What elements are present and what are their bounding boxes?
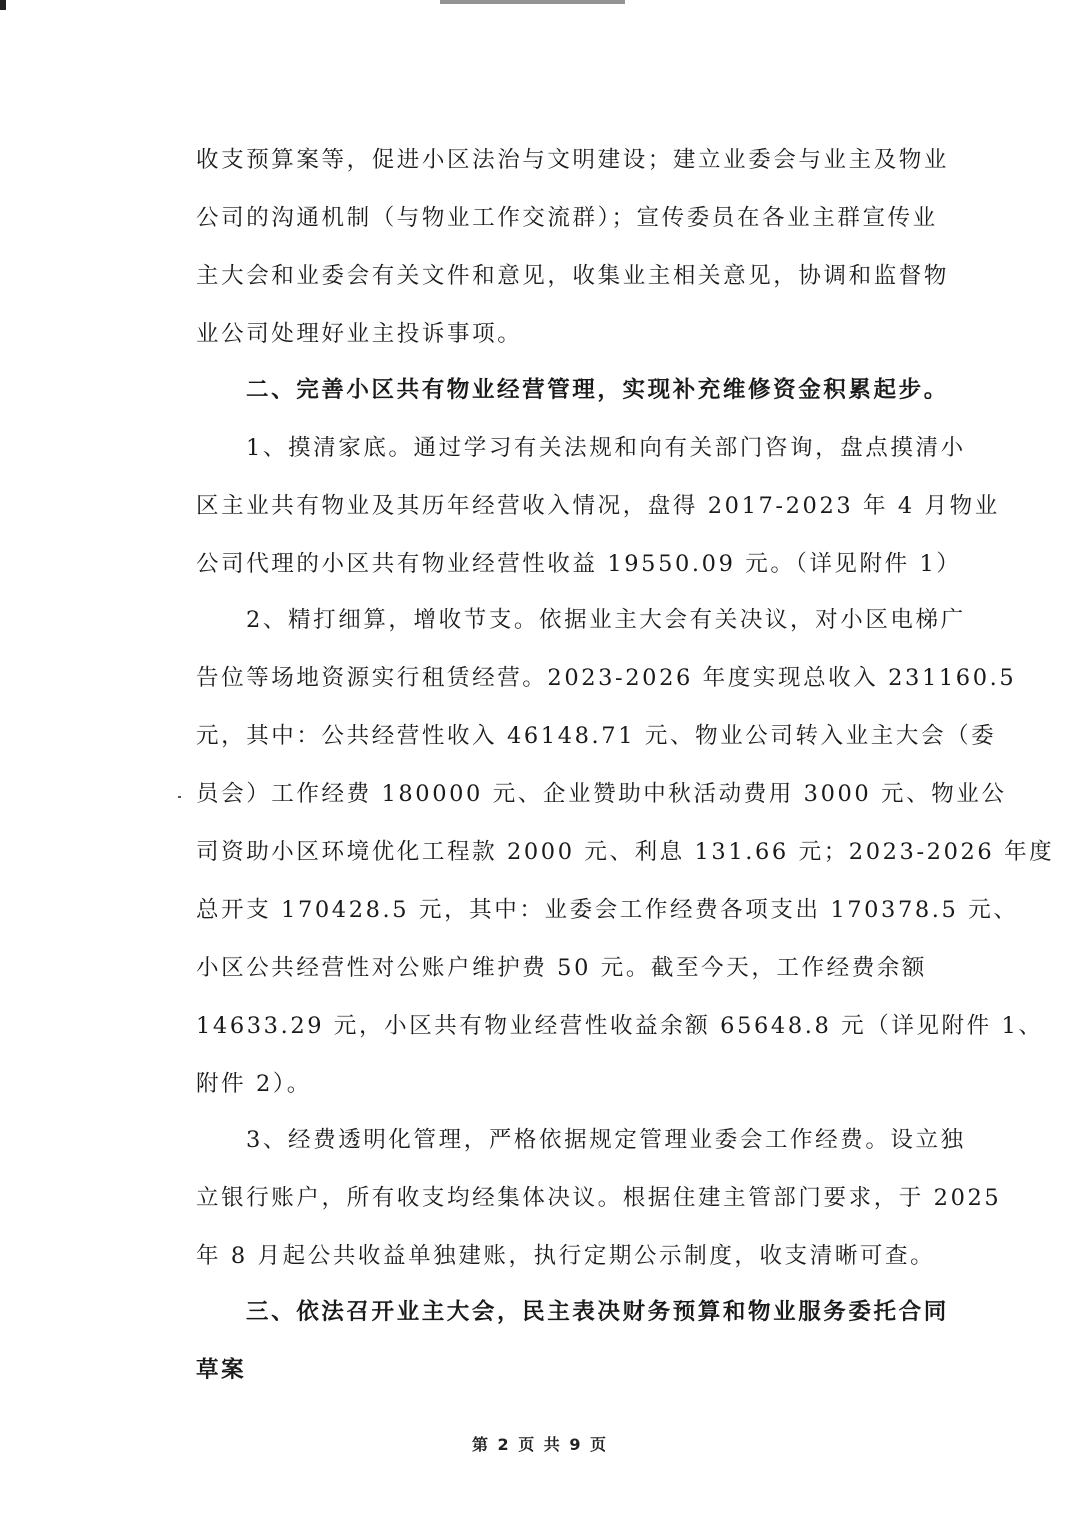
body-line: 2、精打细算，增收节支。依据业主大会有关决议，对小区电梯广 xyxy=(246,607,966,633)
body-line: 区主业共有物业及其历年经营收入情况，盘得 2017-2023 年 4 月物业 xyxy=(196,493,1000,519)
body-line: 小区公共经营性对公账户维护费 50 元。截至今天，工作经费余额 xyxy=(196,955,928,981)
body-line: 主大会和业委会有关文件和意见，收集业主相关意见，协调和监督物 xyxy=(196,263,950,289)
body-line: 元，其中：公共经营性收入 46148.71 元、物业公司转入业主大会（委 xyxy=(196,723,997,749)
body-line: 公司代理的小区共有物业经营性收益 19550.09 元。（详见附件 1） xyxy=(196,551,962,577)
body-line: 员会）工作经费 180000 元、企业赞助中秋活动费用 3000 元、物业公 xyxy=(196,781,1007,807)
body-line: 司资助小区环境优化工程款 2000 元、利息 131.66 元；2023-2026 年度 xyxy=(196,839,1055,865)
body-line: 总开支 170428.5 元，其中：业委会工作经费各项支出 170378.5 元、 xyxy=(196,897,1019,923)
page-number: 第 2 页 共 9 页 xyxy=(471,1435,609,1454)
scan-edge-mark-top xyxy=(440,0,625,4)
body-line: 业公司处理好业主投诉事项。 xyxy=(196,321,523,347)
document-body xyxy=(196,146,1055,1385)
body-line: 收支预算案等，促进小区法治与文明建设；建立业委会与业主及物业 xyxy=(196,147,950,173)
body-line: 公司的沟通机制（与物业工作交流群）；宣传委员在各业主群宣传业 xyxy=(196,205,938,231)
body-line: 1、摸清家底。通过学习有关法规和向有关部门咨询，盘点摸清小 xyxy=(246,435,966,461)
section-heading-2: 二、完善小区共有物业经营管理，实现补充维修资金积累起步。 xyxy=(246,377,949,403)
body-line: 14633.29 元，小区共有物业经营性收益余额 65648.8 元（详见附件 1、 xyxy=(196,1013,1044,1039)
body-line: 附件 2）。 xyxy=(196,1071,312,1097)
scan-edge-mark-left xyxy=(0,0,6,10)
section-heading-3: 三、依法召开业主大会，民主表决财务预算和物业服务委托合同 xyxy=(246,1299,949,1325)
body-line: 立银行账户，所有收支均经集体决议。根据住建主管部门要求，于 2025 xyxy=(196,1185,1002,1211)
body-line: 3、经费透明化管理，严格依据规定管理业委会工作经费。设立独 xyxy=(246,1127,966,1153)
section-heading-3-cont: 草案 xyxy=(196,1357,247,1383)
scan-speck xyxy=(178,796,181,798)
body-line: 年 8 月起公共收益单独建账，执行定期公示制度，收支清晰可查。 xyxy=(196,1243,936,1269)
body-line: 告位等场地资源实行租赁经营。2023-2026 年度实现总收入 231160.5 xyxy=(196,665,1017,691)
